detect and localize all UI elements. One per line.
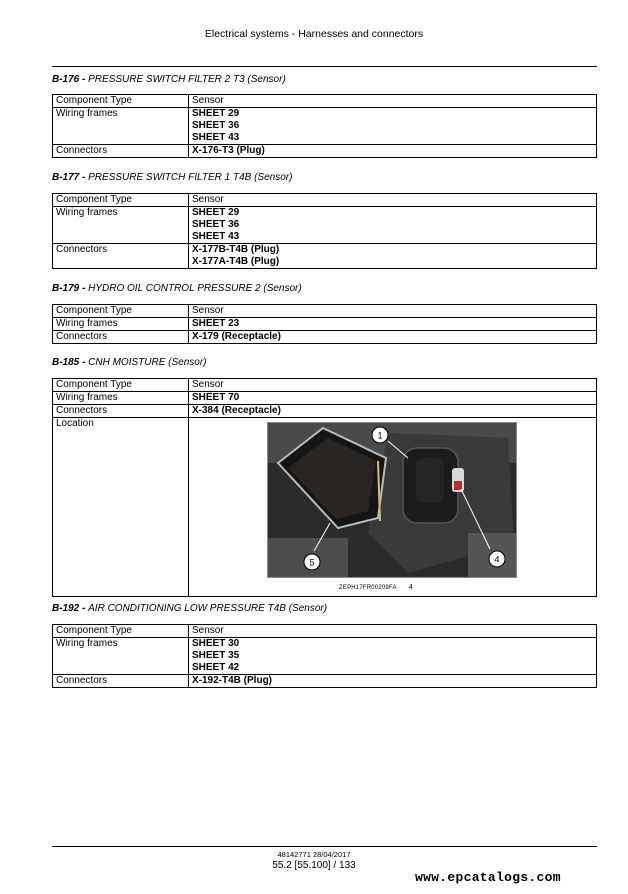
table-row	[53, 194, 597, 207]
table-row	[53, 207, 597, 244]
section-name: CNH MOISTURE (Sensor)	[88, 357, 207, 368]
header-rule	[52, 66, 597, 67]
wiring-sheet-link[interactable]: SHEET 43	[192, 231, 240, 242]
connector-link[interactable]: X-176-T3 (Plug)	[192, 145, 265, 156]
wiring-sheet-link[interactable]: SHEET 30	[192, 638, 240, 649]
wiring-frames-cell	[189, 318, 597, 331]
wiring-sheet-link[interactable]: SHEET 36	[192, 120, 240, 131]
row-value: Sensor	[189, 194, 597, 207]
row-label: Component Type	[53, 95, 189, 108]
table-row	[53, 625, 597, 638]
row-label: Connectors	[53, 145, 189, 158]
connectors-cell	[189, 405, 597, 418]
connectors-cell	[189, 145, 597, 158]
row-label: Location	[53, 418, 189, 597]
photo-caption	[339, 582, 596, 594]
callout-label: 5	[309, 557, 315, 568]
location-photo	[267, 422, 517, 578]
table-row	[53, 305, 597, 318]
section-title-b179: B-179 - HYDRO OIL CONTROL PRESSURE 2 (Sensor)	[52, 283, 302, 294]
row-label: Component Type	[53, 379, 189, 392]
figure-number: 4	[408, 584, 413, 591]
table-row	[53, 244, 597, 269]
component-table-b176	[52, 94, 597, 158]
table-row	[53, 95, 597, 108]
section-name: HYDRO OIL CONTROL PRESSURE 2 (Sensor)	[88, 283, 302, 294]
wiring-sheet-link[interactable]: SHEET 35	[192, 650, 240, 661]
connector-link[interactable]: X-179 (Receptacle)	[192, 331, 281, 342]
section-title-b177: B-177 - PRESSURE SWITCH FILTER 1 T4B (Sensor)	[52, 172, 293, 183]
wiring-sheet-link[interactable]: SHEET 42	[192, 662, 240, 673]
connectors-cell	[189, 675, 597, 688]
table-row	[53, 418, 597, 597]
row-value: Sensor	[189, 95, 597, 108]
row-label: Component Type	[53, 194, 189, 207]
wiring-frames-cell	[189, 108, 597, 145]
wiring-frames-cell	[189, 638, 597, 675]
row-label: Wiring frames	[53, 207, 189, 244]
table-row	[53, 145, 597, 158]
page-header: Electrical systems - Harnesses and connectors	[204, 28, 424, 40]
callout-5	[304, 554, 320, 570]
row-label: Wiring frames	[53, 392, 189, 405]
row-label: Connectors	[53, 331, 189, 344]
row-label: Component Type	[53, 305, 189, 318]
table-row	[53, 392, 597, 405]
table-row	[53, 405, 597, 418]
section-name: AIR CONDITIONING LOW PRESSURE T4B (Sensor)	[88, 603, 328, 614]
row-label: Wiring frames	[53, 318, 189, 331]
connector-link[interactable]: X-192-T4B (Plug)	[192, 675, 273, 686]
row-label: Connectors	[53, 675, 189, 688]
callout-4	[489, 551, 505, 567]
wiring-sheet-link[interactable]: SHEET 36	[192, 219, 240, 230]
table-row	[53, 638, 597, 675]
wiring-sheet-link[interactable]: SHEET 29	[192, 108, 240, 119]
row-value: Sensor	[189, 625, 597, 638]
location-photo-illustration	[268, 423, 516, 577]
wiring-frames-cell	[189, 207, 597, 244]
table-row	[53, 331, 597, 344]
section-code: B-179	[52, 283, 80, 294]
section-code: B-176	[52, 74, 80, 85]
connector-link[interactable]: X-177B-T4B (Plug)	[192, 244, 280, 255]
footer-rule	[52, 846, 597, 847]
row-label: Connectors	[53, 405, 189, 418]
watermark: www.epcatalogs.com	[415, 870, 561, 885]
wiring-sheet-link[interactable]: SHEET 29	[192, 207, 240, 218]
table-row	[53, 675, 597, 688]
section-code: B-192	[52, 603, 80, 614]
row-label: Connectors	[53, 244, 189, 269]
table-row	[53, 318, 597, 331]
wiring-sheet-link[interactable]: SHEET 23	[192, 318, 240, 329]
table-row	[53, 379, 597, 392]
connector-link[interactable]: X-384 (Receptacle)	[192, 405, 281, 416]
section-name: PRESSURE SWITCH FILTER 1 T4B (Sensor)	[88, 172, 293, 183]
connector-link[interactable]: X-177A-T4B (Plug)	[192, 256, 280, 267]
section-title-b176: B-176 - PRESSURE SWITCH FILTER 2 T3 (Sensor)	[52, 74, 286, 85]
component-table-b179	[52, 304, 597, 344]
footer-page-ref: 55.2 [55.100] / 133	[272, 860, 356, 871]
footer-doc-ref: 48142771 28/04/2017	[277, 850, 351, 859]
section-name: PRESSURE SWITCH FILTER 2 T3 (Sensor)	[88, 74, 286, 85]
callout-label: 4	[494, 554, 500, 565]
callout-label: 1	[377, 430, 383, 441]
wiring-frames-cell	[189, 392, 597, 405]
wiring-sheet-link[interactable]: SHEET 70	[192, 392, 240, 403]
wiring-sheet-link[interactable]: SHEET 43	[192, 132, 240, 143]
row-label: Wiring frames	[53, 638, 189, 675]
section-code: B-177	[52, 172, 80, 183]
table-row	[53, 108, 597, 145]
component-table-b192	[52, 624, 597, 688]
section-code: B-185	[52, 357, 80, 368]
location-cell	[189, 418, 597, 597]
callout-1	[372, 427, 388, 443]
component-table-b177	[52, 193, 597, 269]
connectors-cell	[189, 244, 597, 269]
row-label: Component Type	[53, 625, 189, 638]
row-label: Wiring frames	[53, 108, 189, 145]
section-title-b192: B-192 - AIR CONDITIONING LOW PRESSURE T4B (Sensor)	[52, 603, 328, 614]
section-title-b185: B-185 - CNH MOISTURE (Sensor)	[52, 357, 207, 368]
photo-caption-code: ZEPH17FR00209FA	[339, 585, 397, 591]
row-value: Sensor	[189, 379, 597, 392]
row-value: Sensor	[189, 305, 597, 318]
component-table-b185	[52, 378, 597, 597]
connectors-cell	[189, 331, 597, 344]
